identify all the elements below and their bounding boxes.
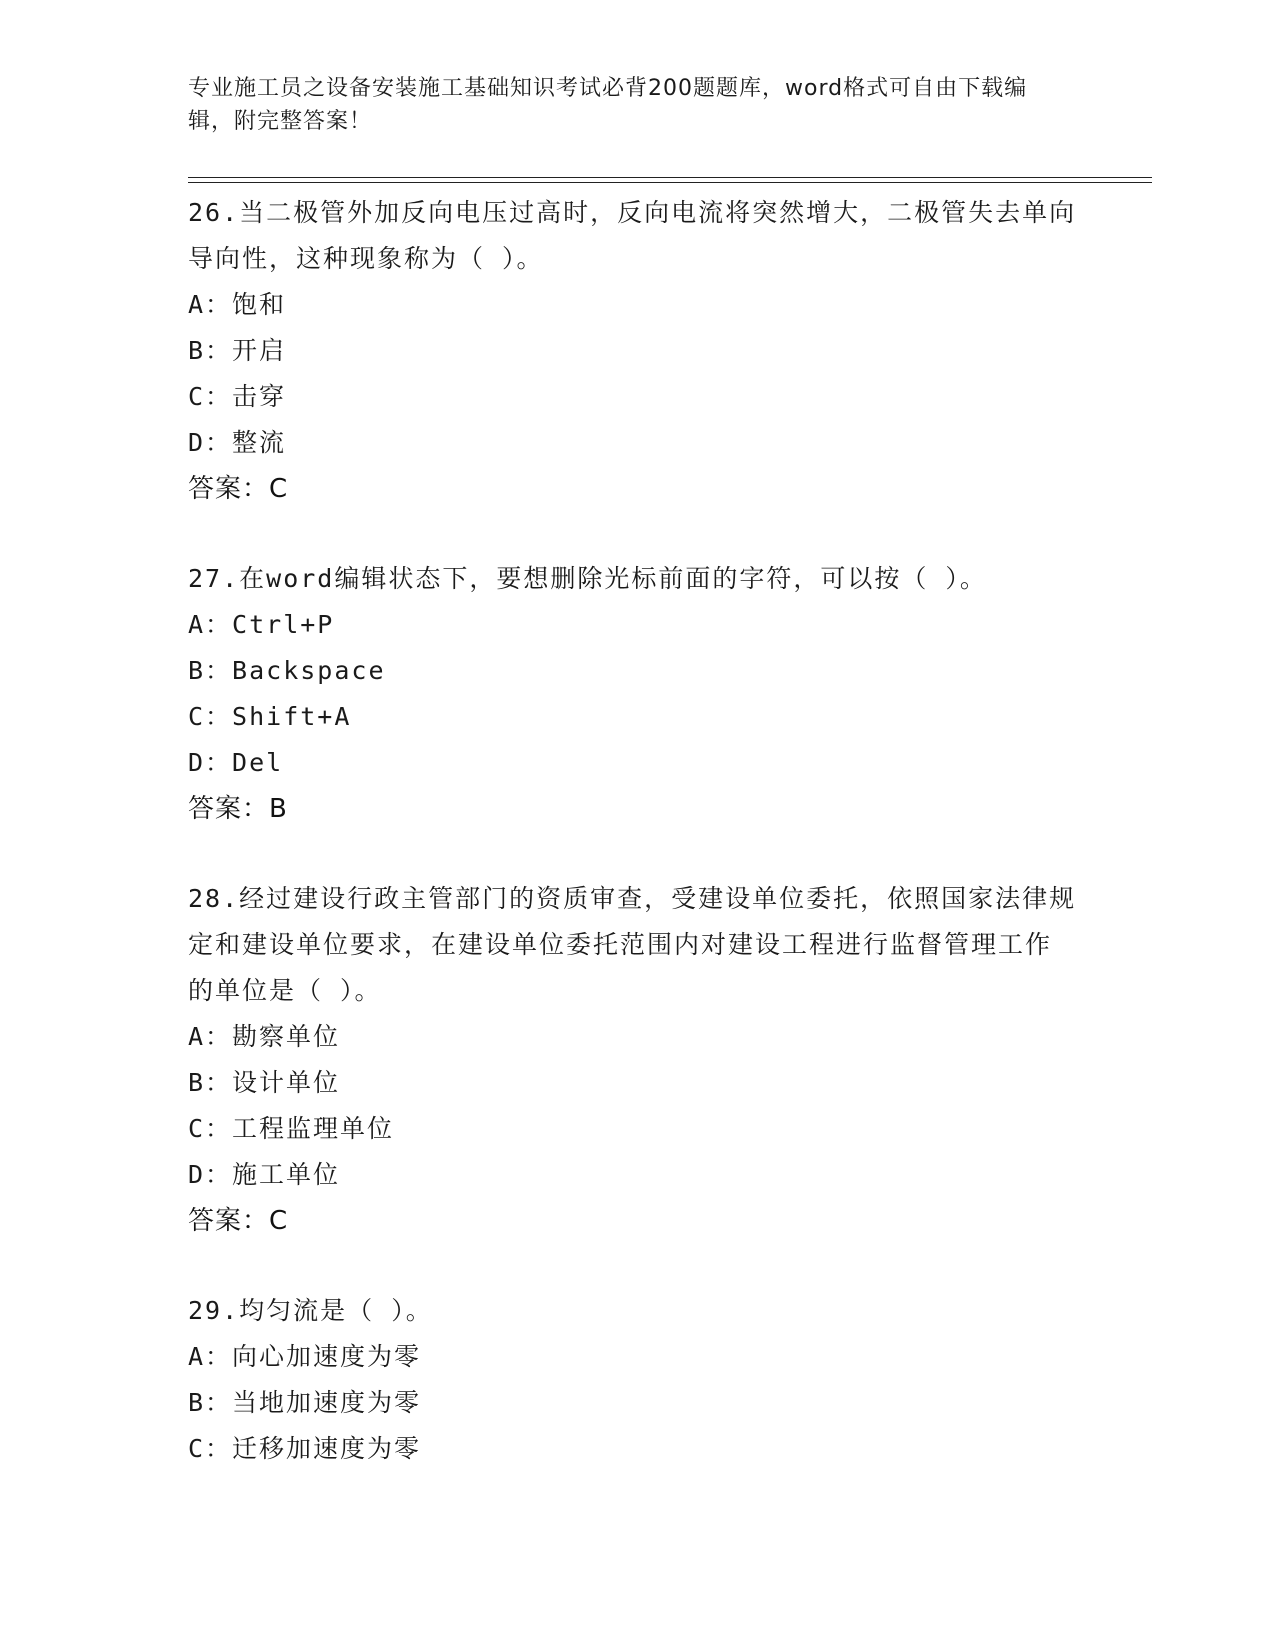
answer: 答案：B	[188, 794, 288, 824]
option-b: B：Backspace	[188, 656, 386, 685]
option-d: D：整流	[188, 428, 287, 457]
option-b: B：设计单位	[188, 1068, 341, 1097]
option-d: D：施工单位	[188, 1160, 341, 1189]
document-header: 专业施工员之设备安装施工基础知识考试必背200题题库，word格式可自由下载编辑，附完整答案！	[188, 76, 1028, 134]
question-stem: 29.均匀流是（ ）。	[188, 1296, 433, 1325]
option-c: C：Shift+A	[188, 702, 352, 731]
question-stem: 27.在word编辑状态下，要想删除光标前面的字符，可以按（ ）。	[188, 564, 987, 593]
answer: 答案：C	[188, 1206, 289, 1236]
header-rule-bottom	[188, 182, 1152, 183]
question-27	[188, 556, 1088, 832]
option-a: A：饱和	[188, 290, 287, 319]
option-d: D：Del	[188, 748, 284, 777]
question-28	[188, 876, 1088, 1244]
option-a: A：勘察单位	[188, 1022, 341, 1051]
question-list	[188, 190, 1088, 1516]
option-c: C：迁移加速度为零	[188, 1434, 422, 1463]
option-c: C：击穿	[188, 382, 287, 411]
option-a: A：Ctrl+P	[188, 610, 335, 639]
option-a: A：向心加速度为零	[188, 1342, 422, 1371]
header-rule-top	[188, 177, 1152, 178]
question-29	[188, 1288, 1088, 1472]
option-b: B：开启	[188, 336, 287, 365]
question-stem: 28.经过建设行政主管部门的资质审查，受建设单位委托，依照国家法律规定和建设单位要求，在建设单位委托范围内对建设工程进行监督管理工作的单位是（ ）。	[188, 884, 1077, 1005]
question-stem: 26.当二极管外加反向电压过高时，反向电流将突然增大，二极管失去单向导向性，这种现象称为（ ）。	[188, 198, 1077, 273]
option-b: B：当地加速度为零	[188, 1388, 422, 1417]
question-26	[188, 190, 1088, 512]
option-c: C：工程监理单位	[188, 1114, 395, 1143]
answer: 答案：C	[188, 474, 289, 504]
